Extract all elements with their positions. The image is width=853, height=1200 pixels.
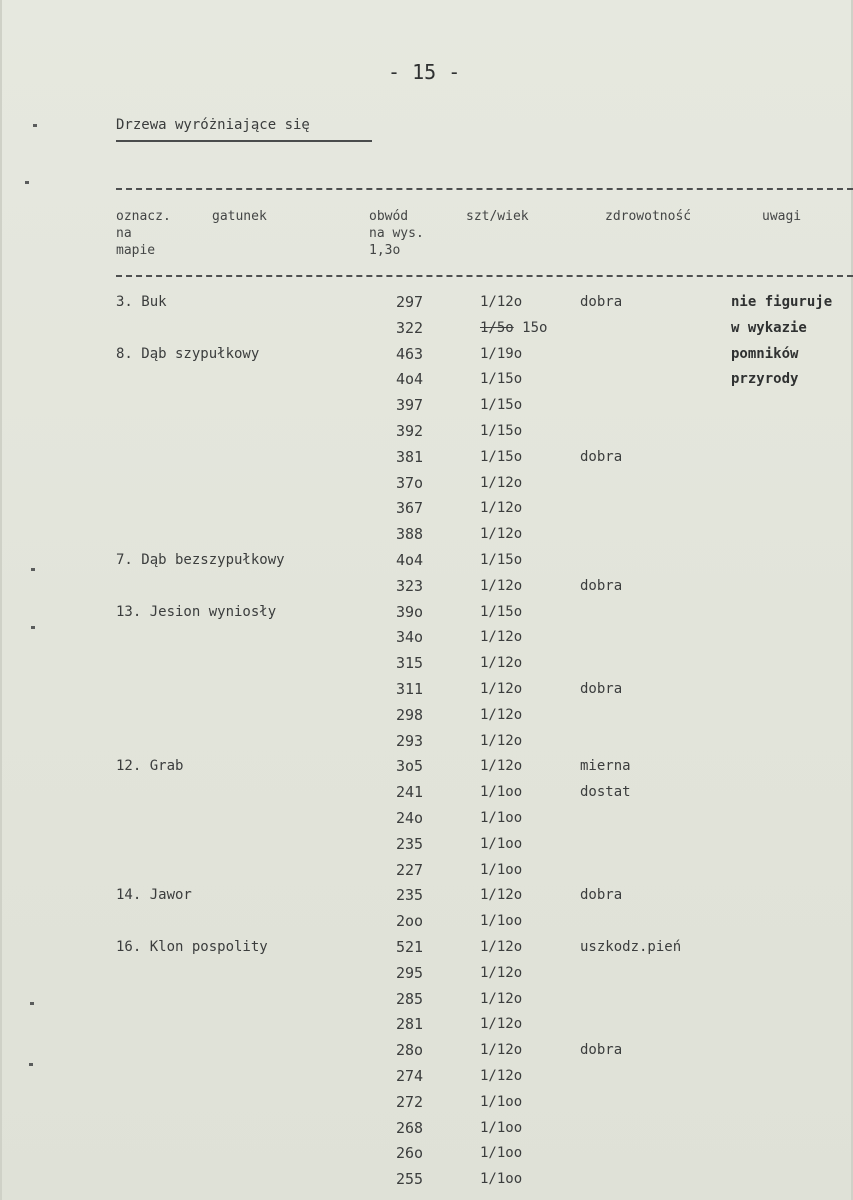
row-count-age: 1/12o bbox=[480, 578, 523, 594]
title-underline bbox=[116, 140, 372, 142]
row-circumference: 323 bbox=[396, 577, 424, 595]
row-circumference: 297 bbox=[396, 293, 424, 311]
row-circumference: 241 bbox=[396, 783, 424, 801]
margin-mark bbox=[31, 626, 35, 629]
row-count-age: 1/12o bbox=[480, 887, 523, 903]
row-circumference: 311 bbox=[396, 680, 424, 698]
row-count-age: 1/1oo bbox=[480, 810, 523, 826]
row-circumference: 26o bbox=[396, 1144, 424, 1162]
row-count-age: 1/12o bbox=[480, 758, 523, 774]
row-health: mierna bbox=[580, 758, 631, 774]
row-count-age: 1/12o bbox=[480, 294, 523, 310]
row-circumference: 388 bbox=[396, 525, 424, 543]
row-circumference: 255 bbox=[396, 1170, 424, 1188]
row-health: uszkodz.pień bbox=[580, 939, 682, 955]
row-count-age: 1/12o bbox=[480, 526, 523, 542]
row-health: dobra bbox=[580, 294, 623, 310]
row-circumference: 4o4 bbox=[396, 370, 424, 388]
row-circumference: 397 bbox=[396, 396, 424, 414]
row-count-age: 1/1oo bbox=[480, 1171, 523, 1187]
row-circumference: 39o bbox=[396, 603, 424, 621]
row-circumference: 285 bbox=[396, 990, 424, 1008]
row-circumference: 521 bbox=[396, 938, 424, 956]
row-circumference: 2oo bbox=[396, 912, 424, 930]
row-circumference: 463 bbox=[396, 345, 424, 363]
row-circumference: 392 bbox=[396, 422, 424, 440]
row-health: dostat bbox=[580, 784, 631, 800]
row-count-age: 1/1oo bbox=[480, 913, 523, 929]
row-health: dobra bbox=[580, 681, 623, 697]
row-count-age: 1/12o bbox=[480, 991, 523, 1007]
row-circumference: 24o bbox=[396, 809, 424, 827]
row-circumference: 381 bbox=[396, 448, 424, 466]
row-circumference: 4o4 bbox=[396, 551, 424, 569]
row-health: dobra bbox=[580, 578, 623, 594]
row-designation: 3. Buk bbox=[116, 294, 167, 310]
header-species: gatunek bbox=[212, 209, 267, 224]
margin-mark bbox=[29, 1063, 33, 1066]
row-designation: 12. Grab bbox=[116, 758, 184, 774]
row-health: dobra bbox=[580, 449, 623, 465]
row-circumference: 367 bbox=[396, 499, 424, 517]
row-count-age: 1/12o bbox=[480, 655, 523, 671]
row-count-age: 1/15o bbox=[480, 371, 523, 387]
row-circumference: 272 bbox=[396, 1093, 424, 1111]
row-remark: w wykazie bbox=[731, 320, 807, 336]
row-designation: 14. Jawor bbox=[116, 887, 192, 903]
row-count-age: 1/12o bbox=[480, 681, 523, 697]
margin-mark bbox=[25, 181, 29, 184]
table-top-rule bbox=[116, 188, 853, 190]
row-remark: pomników bbox=[731, 346, 799, 362]
row-remark: przyrody bbox=[731, 371, 799, 387]
row-count-age: 1/19o bbox=[480, 346, 523, 362]
header-count-age: szt/wiek bbox=[466, 209, 529, 224]
row-circumference: 315 bbox=[396, 654, 424, 672]
row-circumference: 227 bbox=[396, 861, 424, 879]
row-designation: 7. Dąb bezszypułkowy bbox=[116, 552, 285, 568]
row-count-age: 1/1oo bbox=[480, 1145, 523, 1161]
row-circumference: 295 bbox=[396, 964, 424, 982]
row-designation: 16. Klon pospolity bbox=[116, 939, 268, 955]
row-count-age: 1/15o bbox=[480, 604, 523, 620]
row-remark: nie figuruje bbox=[731, 294, 833, 310]
row-count-age: 1/1oo bbox=[480, 1120, 523, 1136]
row-count-age: 1/12o bbox=[480, 629, 523, 645]
table-header-rule bbox=[116, 275, 853, 277]
row-count-age: 1/1oo bbox=[480, 784, 523, 800]
row-count-age: 1/12o bbox=[480, 1016, 523, 1032]
row-circumference: 28o bbox=[396, 1041, 424, 1059]
row-count-age: 1/12o bbox=[480, 733, 523, 749]
margin-mark bbox=[33, 124, 37, 127]
margin-mark bbox=[31, 568, 35, 571]
row-count-age: 1/1oo bbox=[480, 1094, 523, 1110]
row-circumference: 293 bbox=[396, 732, 424, 750]
row-count-age: 1/12o bbox=[480, 1068, 523, 1084]
row-circumference: 3o5 bbox=[396, 757, 424, 775]
row-health: dobra bbox=[580, 1042, 623, 1058]
row-count-age: 1/15o bbox=[480, 397, 523, 413]
header-designation: oznacz. na mapie bbox=[116, 209, 171, 258]
row-count-age: 1/15o bbox=[480, 552, 523, 568]
row-health: dobra bbox=[580, 887, 623, 903]
struck-count-age: 1/5o bbox=[480, 320, 514, 336]
row-count-age: 1/1oo bbox=[480, 836, 523, 852]
row-circumference: 235 bbox=[396, 835, 424, 853]
row-designation: 13. Jesion wyniosły bbox=[116, 604, 277, 620]
row-count-age: 1/12o bbox=[480, 707, 523, 723]
row-count-age: 1/12o bbox=[480, 939, 523, 955]
row-circumference: 322 bbox=[396, 319, 424, 337]
row-count-age: 1/12o bbox=[480, 1042, 523, 1058]
header-health: zdrowotność bbox=[605, 209, 692, 224]
row-count-age: 1/12o bbox=[480, 965, 523, 981]
row-count-age: 1/12o bbox=[480, 475, 523, 491]
row-designation: 8. Dąb szypułkowy bbox=[116, 346, 260, 362]
row-circumference: 235 bbox=[396, 886, 424, 904]
margin-mark bbox=[30, 1002, 34, 1005]
header-circumference: obwód na wys. 1,3o bbox=[369, 209, 424, 258]
corrected-age: 15o bbox=[522, 320, 548, 336]
scan-left-edge bbox=[0, 0, 2, 1200]
row-circumference: 34o bbox=[396, 628, 424, 646]
row-count-age bbox=[480, 320, 547, 336]
row-count-age: 1/12o bbox=[480, 500, 523, 516]
page-number: - 15 - bbox=[388, 60, 461, 84]
row-count-age: 1/1oo bbox=[480, 862, 523, 878]
row-count-age: 1/15o bbox=[480, 423, 523, 439]
section-title: Drzewa wyróżniające się bbox=[116, 117, 310, 133]
row-circumference: 281 bbox=[396, 1015, 424, 1033]
header-remarks: uwagi bbox=[762, 209, 802, 224]
row-circumference: 37o bbox=[396, 474, 424, 492]
row-count-age: 1/15o bbox=[480, 449, 523, 465]
row-circumference: 268 bbox=[396, 1119, 424, 1137]
row-circumference: 298 bbox=[396, 706, 424, 724]
row-circumference: 274 bbox=[396, 1067, 424, 1085]
